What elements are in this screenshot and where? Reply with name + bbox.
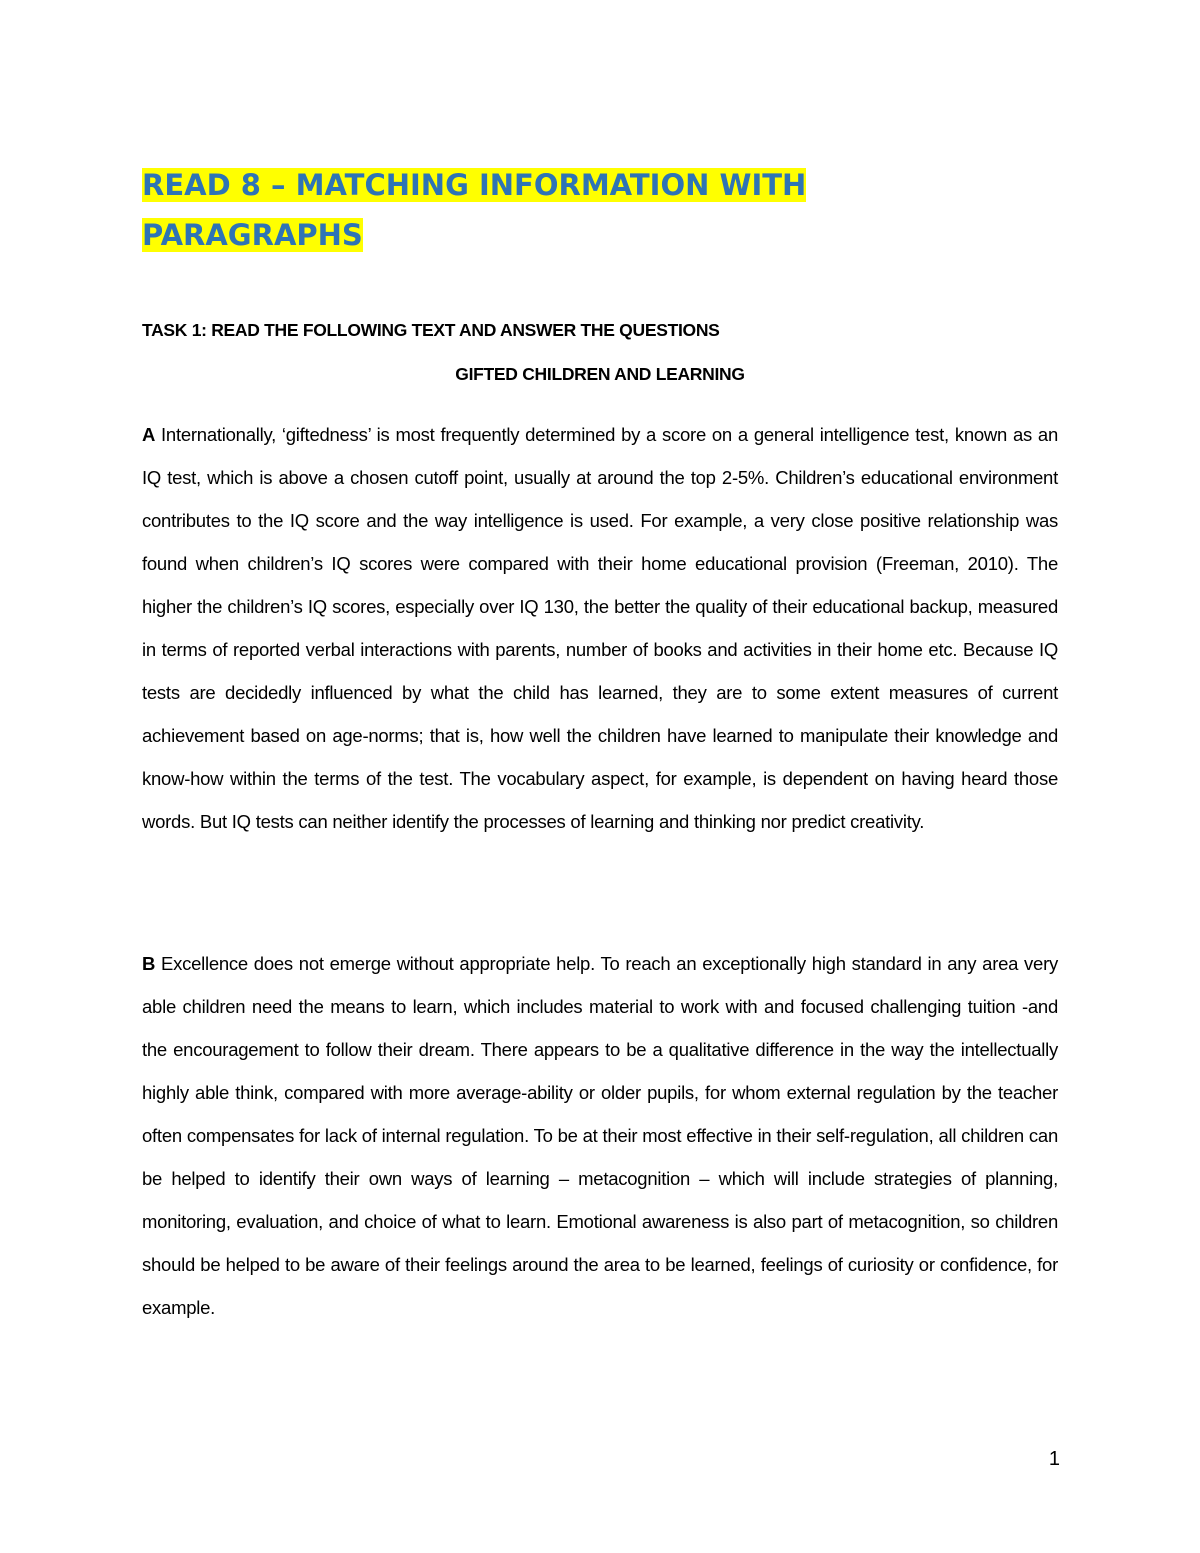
page-number: 1 [1048, 1448, 1060, 1470]
paragraph-b-text: Excellence does not emerge without appropriate help. To reach an exceptionally high standard in any area very able children need the means to learn, which includes material to work with and focused challenging tuition -and the encouragement to follow their dream. There appears to be a qualitative difference in the way the intellectually highly able think, compared with more average-ability or older pupils, for whom external regulation by the teacher often compensates for lack of internal regulation. To be at their most effective in their self-regulation, all children can be helped to identify their own ways of learning – metacognition – which will include strategies of planning, monitoring, evaluation, and choice of what to learn. Emotional awareness is also part of metacognition, so children should be helped to be aware of their feelings around the area to be learned, feelings of curiosity or confidence, for example. [142, 953, 1058, 1318]
text-title: GIFTED CHILDREN AND LEARNING [455, 364, 745, 384]
paragraph-a-letter: A [142, 424, 156, 445]
paragraph-b [142, 942, 1058, 1329]
document-title-text: READ 8 – MATCHING INFORMATION WITH PARAGRAPHS [142, 168, 807, 252]
document-title [142, 160, 902, 260]
task-heading: TASK 1: READ THE FOLLOWING TEXT AND ANSWER THE QUESTIONS [142, 320, 720, 340]
paragraph-b-letter: B [142, 953, 156, 974]
paragraph-a [142, 413, 1058, 843]
paragraph-a-text: Internationally, ‘giftedness’ is most frequently determined by a score on a general intelligence test, known as an IQ test, which is above a chosen cutoff point, usually at around the top 2-5%. Children’s educational environment contributes to the IQ score and the way intelligence is used. For example, a very close positive relationship was found when children’s IQ scores were compared with their home educational provision (Freeman, 2010). The higher the children’s IQ scores, especially over IQ 130, the better the quality of their educational backup, measured in terms of reported verbal interactions with parents, number of books and activities in their home etc. Because IQ tests are decidedly influenced by what the child has learned, they are to some extent measures of current achievement based on age-norms; that is, how well the children have learned to manipulate their knowledge and know-how within the terms of the test. The vocabulary aspect, for example, is dependent on having heard those words. But IQ tests can neither identify the processes of learning and thinking nor predict creativity. [142, 424, 1058, 832]
